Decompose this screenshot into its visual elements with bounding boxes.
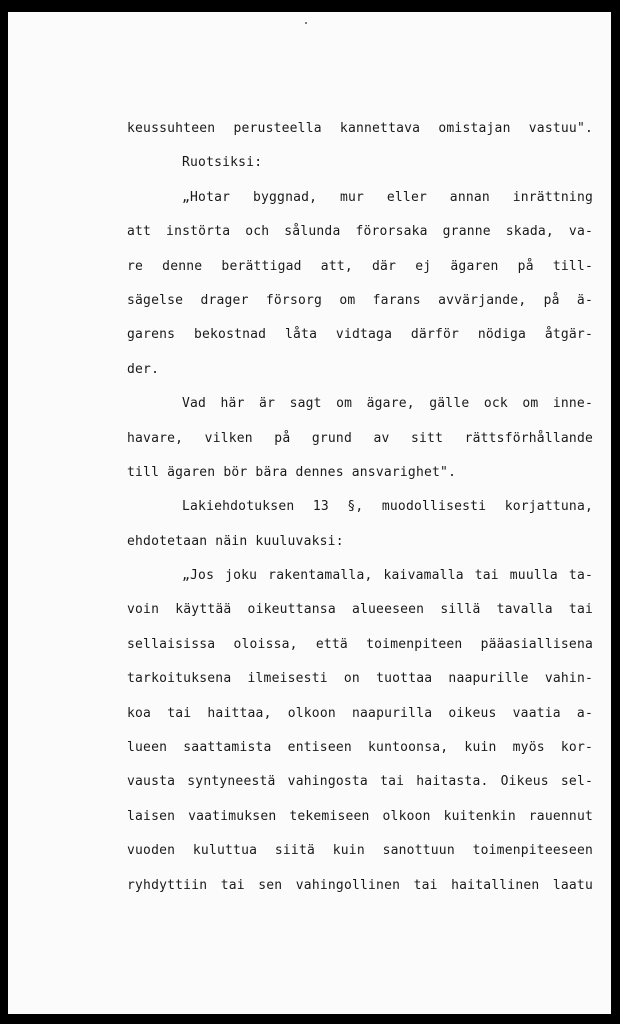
text-line-23: ryhdyttiin tai sen vahingollinen tai haitallinen laatu [127, 877, 593, 893]
text-line-16: sellaisissa oloissa, että toimenpiteen pääasiallisena [127, 636, 593, 652]
document-page [8, 12, 611, 1014]
text-line-12: Lakiehdotuksen 13 §, muodollisesti korjattuna, [182, 499, 593, 515]
text-line-4: att instörta och sålunda förorsaka granne skada, va- [127, 224, 593, 240]
text-line-3: „Hotar byggnad, mur eller annan inrättning [182, 189, 593, 205]
text-line-2: Ruotsiksi: [182, 155, 263, 171]
text-line-13: ehdotetaan näin kuuluvaksi: [127, 533, 344, 549]
typewritten-text [127, 112, 593, 903]
text-line-9: Vad här är sagt om ägare, gälle ock om inne- [182, 396, 593, 412]
text-line-10: havare, vilken på grund av sitt rättsförhållande [127, 430, 593, 446]
text-line-11: till ägaren bör bära dennes ansvarighet". [127, 464, 457, 480]
text-line-22: vuoden kuluttua siitä kuin sanottuun toimenpiteeseen [127, 843, 593, 859]
text-line-19: lueen saattamista entiseen kuntoonsa, kuin myös kor- [127, 740, 593, 756]
text-line-18: koa tai haittaa, olkoon naapurilla oikeus vaatia a- [127, 705, 593, 721]
text-line-7: garens bekostnad låta vidtaga därför nödiga åtgär- [127, 327, 593, 343]
text-line-15: voin käyttää oikeuttansa alueeseen sillä tavalla tai [127, 602, 593, 618]
text-line-20: vausta syntyneestä vahingosta tai haitasta. Oikeus sel- [127, 774, 593, 790]
text-line-5: re denne berättigad att, där ej ägaren på till- [127, 258, 593, 274]
text-line-6: sägelse drager försorg om farans avvärjande, på ä- [127, 292, 593, 308]
text-line-1: keussuhteen perusteella kannettava omistajan vastuu". [127, 121, 593, 136]
paper-speck [305, 22, 307, 24]
text-line-21: laisen vaatimuksen tekemiseen olkoon kuitenkin rauennut [127, 808, 593, 824]
text-line-8: der. [127, 361, 160, 377]
text-line-14: „Jos joku rakentamalla, kaivamalla tai muulla ta- [182, 568, 593, 584]
text-line-17: tarkoituksena ilmeisesti on tuottaa naapurille vahin- [127, 671, 593, 687]
